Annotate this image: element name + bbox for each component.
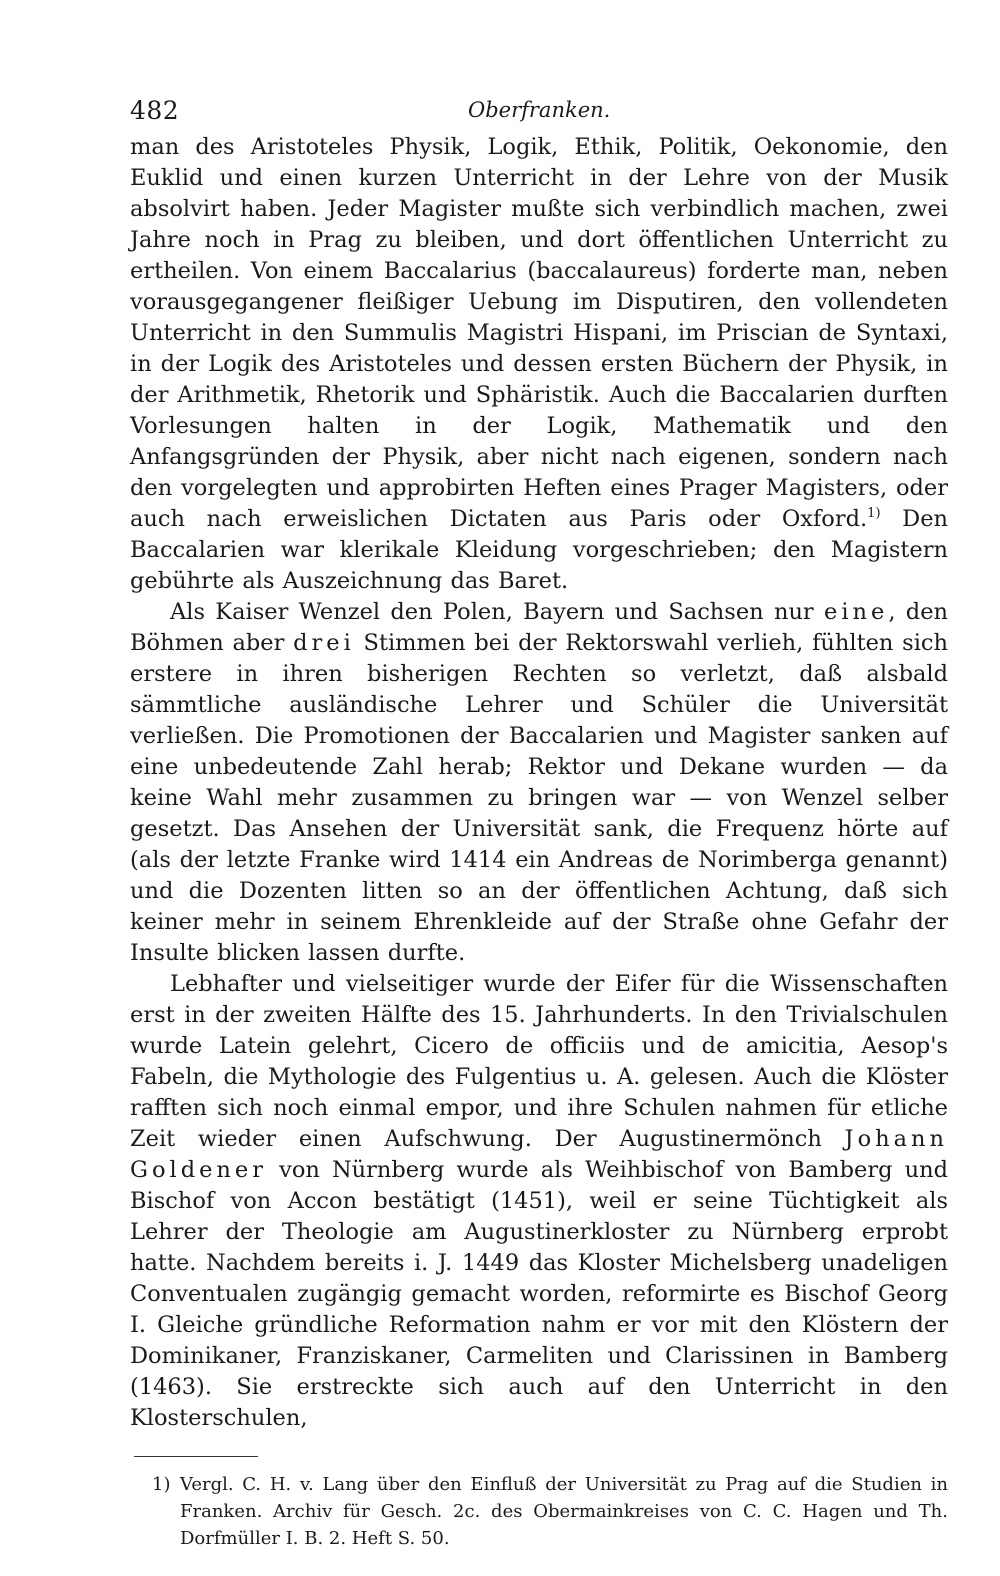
- page-number: 482: [130, 96, 180, 125]
- text-run: von Nürnberg wurde als Weihbischof von Bamberg und Bischof von Accon bestätigt (1451), weil er seine Tüchtigkeit als Lehrer der Theologie am Augustinerkloster zu Nürnberg erprobt hatte. Nachdem bereits i. J. 1449 das Kloster Michelsberg unadeligen Conventualen zugängig gemacht worden, reformirte es Bischof Georg I. Gleiche gründliche Reformation nahm er vor mit den Klöstern der Dominikaner, Franziskaner, Carmeliten und Clarissinen in Bamberg (1463). Sie erstreckte sich auch auf den Unterricht in den Klosterschulen,: [130, 1157, 948, 1431]
- paragraph-1: [130, 132, 948, 597]
- emphasis-spaced: eine: [824, 599, 889, 625]
- text-run: Als Kaiser Wenzel den Polen, Bayern und Sachsen nur: [170, 599, 824, 625]
- text-run: Den Baccalarien war klerikale Kleidung vorgeschrieben; den Magistern gebührte als Auszeichnung das Baret.: [130, 506, 949, 594]
- person-name-spaced: Johann Goldener: [130, 1126, 948, 1183]
- footnote-reference: 1): [867, 506, 881, 521]
- emphasis-spaced: drei: [293, 630, 355, 656]
- text-run: Lebhafter und vielseitiger wurde der Eifer für die Wissenschaften erst in der zweiten Hälfte des 15. Jahrhunderts. In den Trivialschulen wurde Latein gelehrt, Cicero de officiis und de amicitia, Aesop's Fabeln, die Mythologie des Fulgentius u. A. gelesen. Auch die Klöster rafften sich noch einmal empor, und ihre Schulen nahmen für etliche Zeit wieder einen Aufschwung. Der Augustinermönch: [130, 971, 948, 1152]
- paragraph-3: [130, 969, 948, 1434]
- footnote-divider: [134, 1456, 258, 1457]
- footnote: [130, 1471, 948, 1552]
- footnotes: [130, 1471, 948, 1552]
- book-page: [130, 92, 948, 1552]
- text-run: Stimmen bei der Rektorswahl verlieh, fühlten sich erstere in ihren bisherigen Rechten so verletzt, daß alsbald sämmtliche ausländische Lehrer und Schüler die Universität verließen. Die Promotionen der Baccalarien und Magister sanken auf eine unbedeutende Zahl herab; Rektor und Dekane wurden — da keine Wahl mehr zusammen zu bringen war — von Wenzel selber gesetzt. Das Ansehen der Universität sank, die Frequenz hörte auf (als der letzte Franke wird 1414 ein Andreas de Norimberga genannt) und die Dozenten litten so an der öffentlichen Achtung, daß sich keiner mehr in seinem Ehrenkleide auf der Straße ohne Gefahr der Insulte blicken lassen durfte.: [130, 630, 949, 966]
- paragraph-2: [130, 597, 948, 969]
- footnote-marker: 1): [152, 1474, 171, 1495]
- text-run: , den Böhmen aber: [130, 599, 948, 656]
- running-title: Oberfranken.: [468, 98, 611, 122]
- text-run: man des Aristoteles Physik, Logik, Ethik, Politik, Oekonomie, den Euklid und einen kurzen Unterricht in der Lehre von der Musik absolvirt haben. Jeder Magister mußte sich verbindlich machen, zwei Jahre noch in Prag zu bleiben, und dort öffentlichen Unterricht zu ertheilen. Von einem Baccalarius (baccalaureus) forderte man, neben vorausgegangener fleißiger Uebung im Disputiren, den vollendeten Unterricht in den Summulis Magistri Hispani, im Priscian de Syntaxi, in der Logik des Aristoteles und dessen ersten Büchern der Physik, in der Arithmetik, Rhetorik und Sphäristik. Auch die Baccalarien durften Vorlesungen halten in der Logik, Mathematik und den Anfangsgründen der Physik, aber nicht nach eigenen, sondern nach den vorgelegten und approbirten Heften eines Prager Magisters, oder auch nach erweislichen Dictaten aus Paris oder Oxford.: [130, 134, 948, 532]
- body-text: [130, 132, 948, 1434]
- footnote-text: Vergl. C. H. v. Lang über den Einfluß der Universität zu Prag auf die Studien in Franken. Archiv für Gesch. 2c. des Obermainkreises von C. C. Hagen und Th. Dorfmüller I. B. 2. Heft S. 50.: [180, 1474, 948, 1549]
- running-head: [130, 92, 948, 132]
